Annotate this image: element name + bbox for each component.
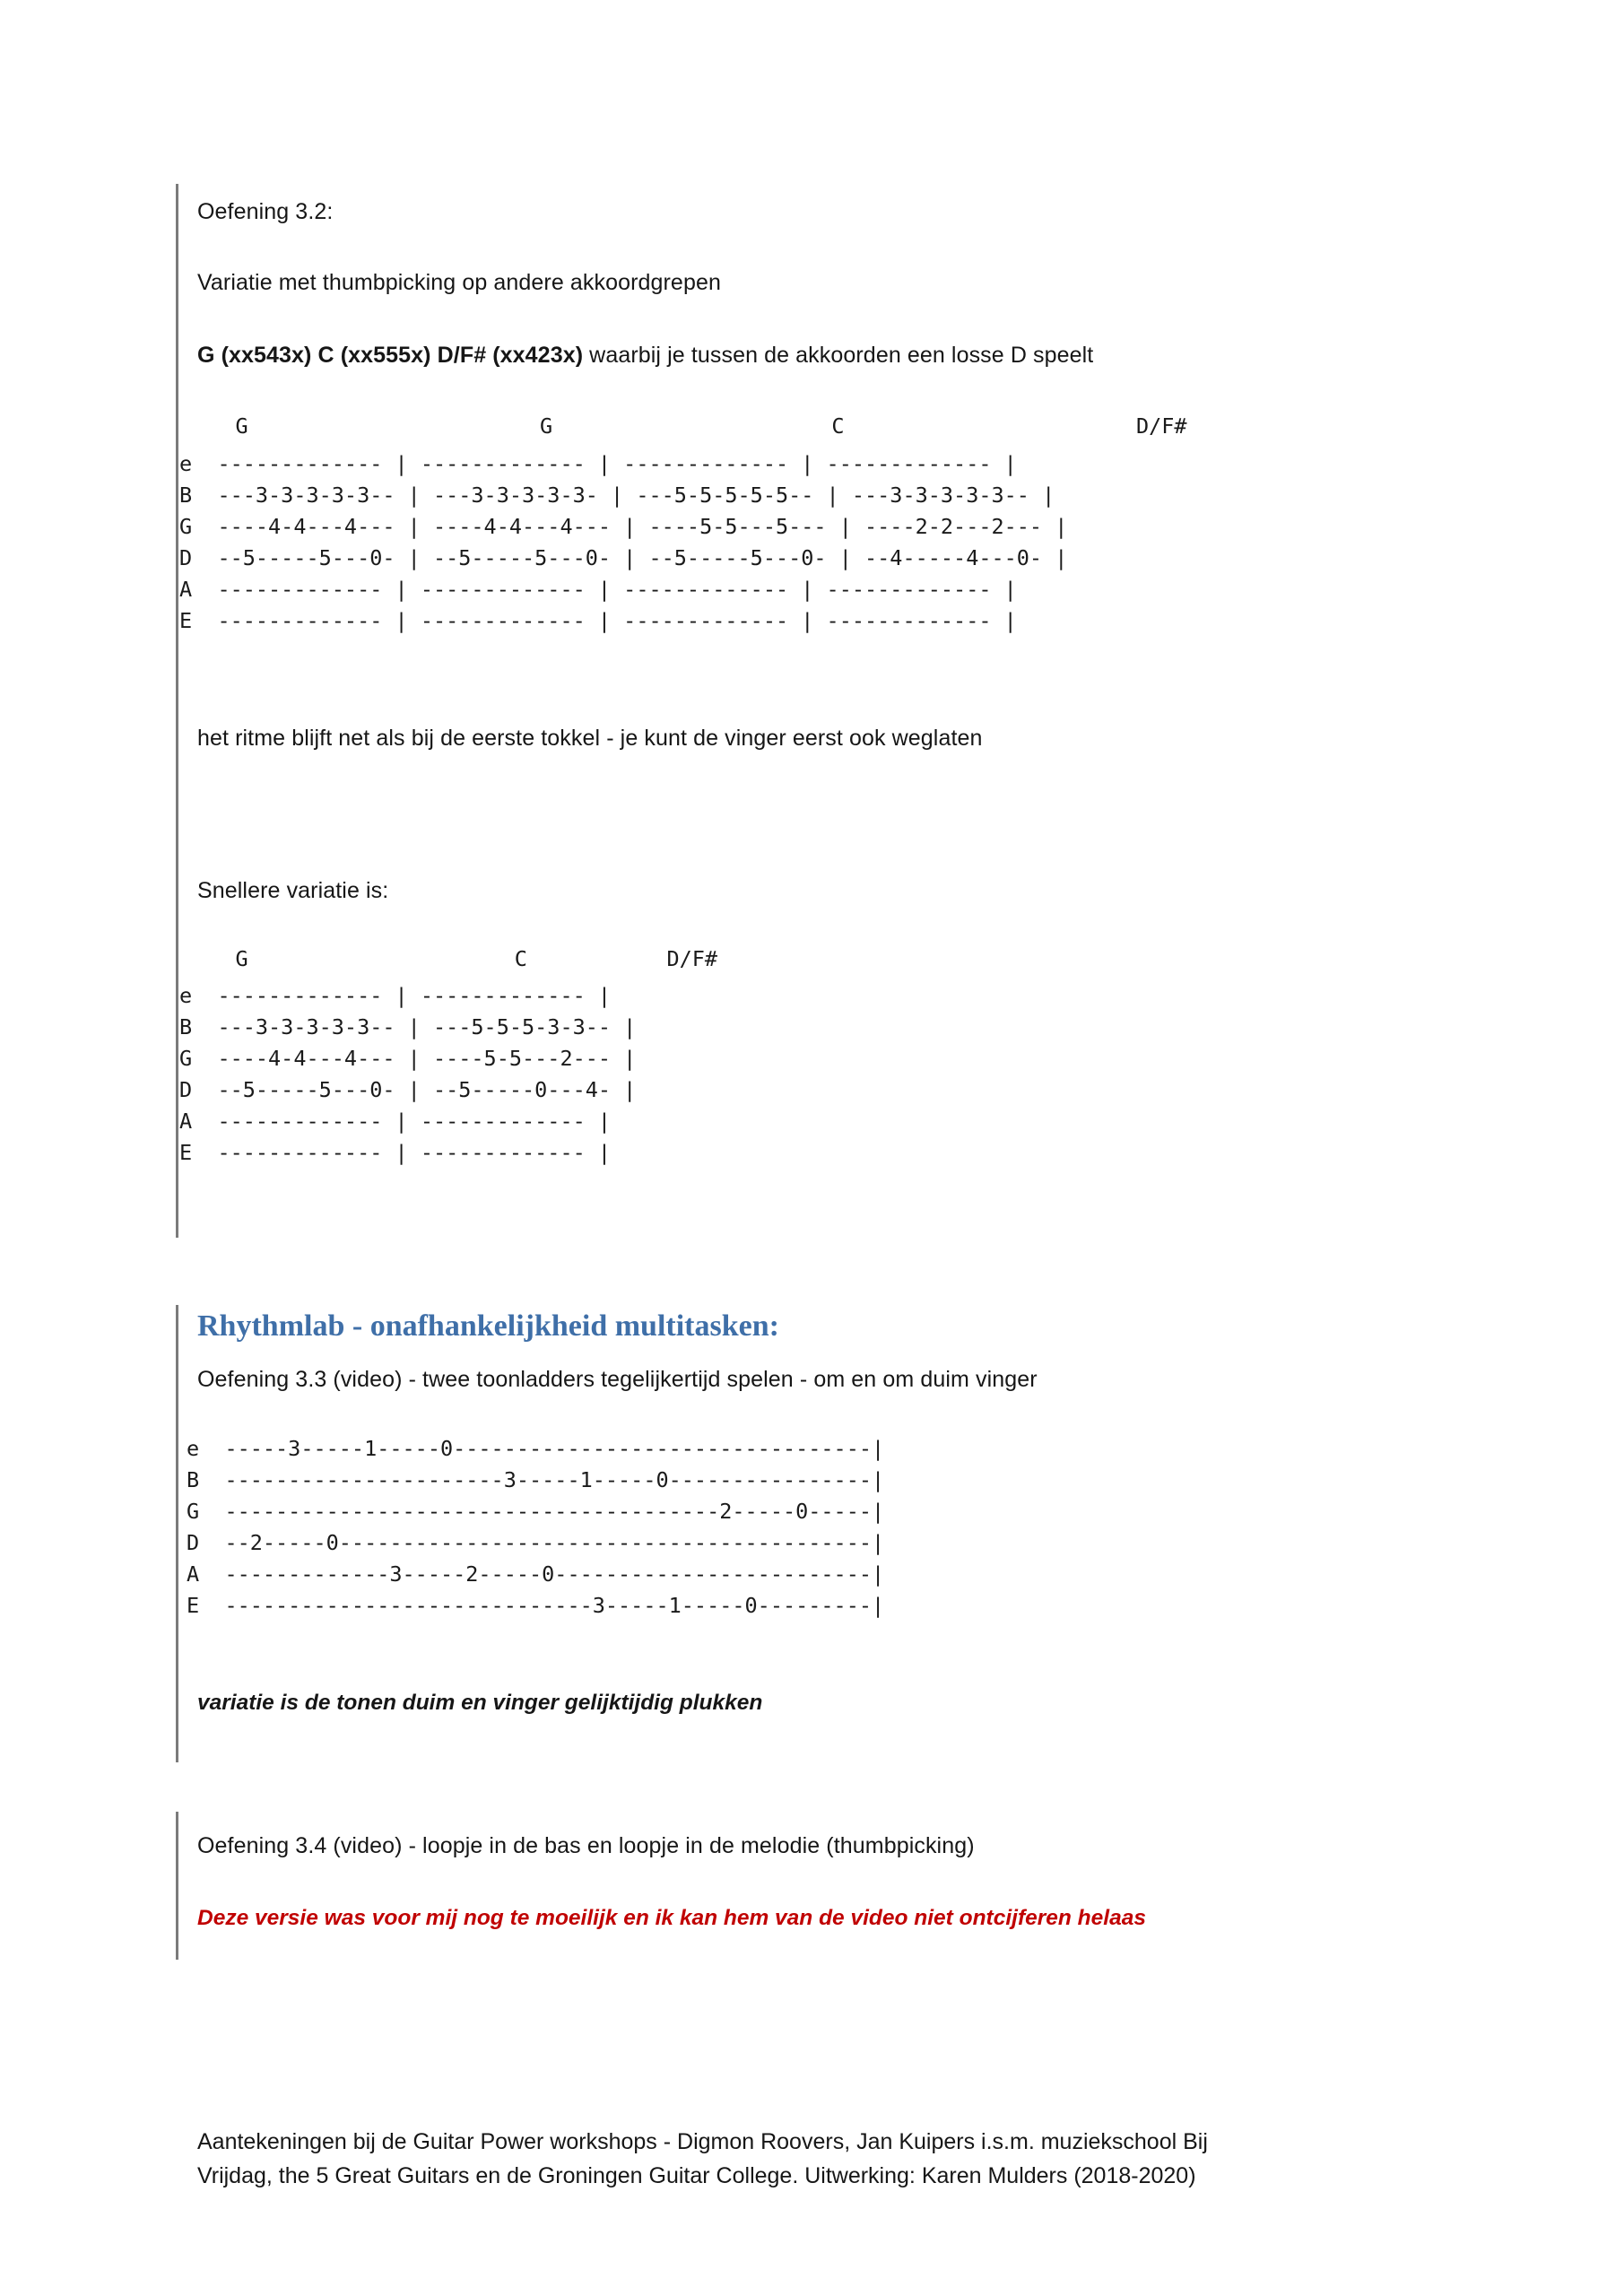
tab2-line-D: D --5-----5---0- | --5-----0---4- | [179,1077,637,1102]
chord-grips-bold: G (xx543x) C (xx555x) D/F# (xx423x) [197,343,584,368]
rhythm-note-text: het ritme blijft net als bij de eerste tokkel - je kunt de vinger eerst ook weglaten [197,726,983,751]
faster-variation-label: Snellere variatie is: [197,878,389,903]
tab1-line-A: A ------------- | ------------- | ------------- | ------------- | [179,577,1017,602]
tab1-line-D: D --5-----5---0- | --5-----5---0- | --5-----5---0- | --4-----4---0- | [179,545,1068,570]
tab3-note-text: variatie is de tonen duim en vinger gelijktijdig plukken [197,1691,763,1715]
change-bar-middle [176,1305,178,1762]
change-bar-bottom [176,1812,178,1960]
tab2-line-E: E ------------- | ------------- | [179,1140,612,1165]
tab3-line-G: G ---------------------------------------2-----0-----| [187,1499,885,1524]
tab3-line-B: B ----------------------3-----1-----0----------------| [187,1467,885,1492]
tab1-line-e: e ------------- | ------------- | ------------- | ------------- | [179,451,1017,476]
tab1-line-E: E ------------- | ------------- | ------------- | ------------- | [179,608,1017,633]
tab2-line-B: B ---3-3-3-3-3-- | ---5-5-5-3-3-- | [179,1014,637,1039]
rhythmlab-heading: Rhythmlab - onafhankelijkheid multitasken: [197,1309,779,1343]
tab2-line-G: G ----4-4---4--- | ----5-5---2--- | [179,1046,637,1071]
exercise-3-2-label: Oefening 3.2: [197,199,334,224]
change-bar-top [176,184,178,1238]
footer-line-1: Aantekeningen bij de Guitar Power workshops - Digmon Roovers, Jan Kuipers i.s.m. muziekschool Bij [197,2129,1208,2154]
tab1-line-G: G ----4-4---4--- | ----4-4---4--- | ----5-5---5--- | ----2-2---2--- | [179,514,1068,539]
chord-grips-rest: waarbij je tussen de akkoorden een losse D speelt [583,343,1094,368]
variation-intro-text: Variatie met thumbpicking op andere akkoordgrepen [197,270,721,295]
exercise-3-4-text: Oefening 3.4 (video) - loopje in de bas en loopje in de melodie (thumbpicking) [197,1833,975,1858]
tab3-line-D: D --2-----0------------------------------------------| [187,1530,885,1555]
tab3-line-A: A -------------3-----2-----0-------------------------| [187,1561,885,1587]
tab3-line-E: E -----------------------------3-----1-----0---------| [187,1593,885,1618]
chord-grips-line [197,339,1498,371]
tab2-line-e: e ------------- | ------------- | [179,983,612,1008]
tab1-chord-names: G G C D/F# [197,413,1187,439]
exercise-3-4-note: Deze versie was voor mij nog te moeilijk en ik kan hem van de video niet ontcijferen helaas [197,1906,1146,1930]
tab2-line-A: A ------------- | ------------- | [179,1109,612,1134]
tab1-line-B: B ---3-3-3-3-3-- | ---3-3-3-3-3- | ---5-5-5-5-5-- | ---3-3-3-3-3-- | [179,483,1055,508]
exercise-3-3-text: Oefening 3.3 (video) - twee toonladders tegelijkertijd spelen - om en om duim vinger [197,1367,1038,1392]
footer-line-2: Vrijdag, the 5 Great Guitars en de Groningen Guitar College. Uitwerking: Karen Mulders (2018-2020) [197,2162,1196,2188]
page-footer [197,2126,1471,2193]
tab3-line-e: e -----3-----1-----0---------------------------------| [187,1436,885,1461]
tab2-chord-names: G C D/F# [197,946,718,971]
